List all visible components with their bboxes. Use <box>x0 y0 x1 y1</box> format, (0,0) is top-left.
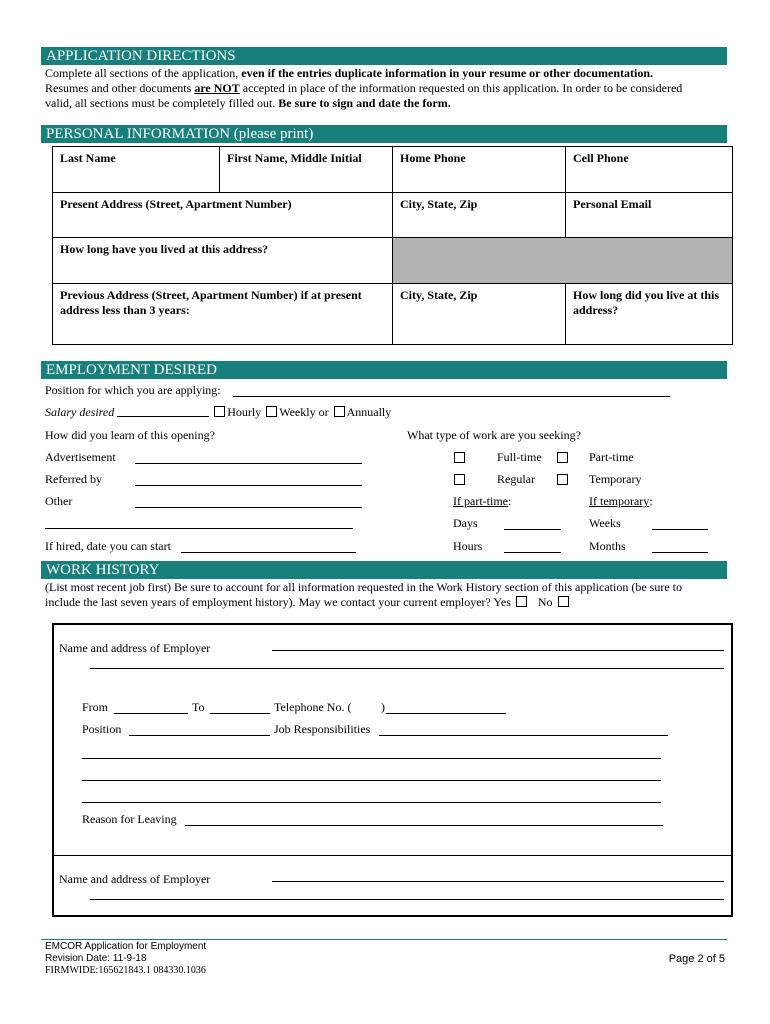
to-input-line[interactable] <box>210 713 270 714</box>
responsibilities-input-line[interactable] <box>379 735 668 736</box>
responsibilities-line-3[interactable] <box>82 780 661 781</box>
employer2-input-line[interactable] <box>272 881 724 882</box>
hired-date-input-line[interactable] <box>181 552 356 553</box>
last-name-field[interactable]: Last Name <box>52 146 220 193</box>
employer-input-line[interactable] <box>272 650 724 651</box>
telephone-input-line[interactable] <box>386 713 506 714</box>
part-time-checkbox[interactable] <box>557 452 568 463</box>
full-time-checkbox[interactable] <box>454 452 465 463</box>
section-header-directions: APPLICATION DIRECTIONS <box>41 47 727 65</box>
how-long-previous-field[interactable]: How long did you live at this address? <box>565 283 733 345</box>
regular-label: Regular <box>497 472 535 486</box>
weeks-input-line[interactable] <box>652 529 708 530</box>
annually-checkbox[interactable] <box>334 406 345 417</box>
salary-row: Salary desired Hourly Weekly or Annually <box>45 405 392 419</box>
how-long-field[interactable]: How long have you lived at this address? <box>52 237 393 284</box>
reason-input-line[interactable] <box>185 825 663 826</box>
hourly-checkbox[interactable] <box>214 406 225 417</box>
responsibilities-label: Job Responsibilities <box>274 722 371 736</box>
section-header-employment: EMPLOYMENT DESIRED <box>41 361 727 379</box>
regular-checkbox[interactable] <box>454 474 465 485</box>
advertisement-input-line[interactable] <box>135 463 362 464</box>
hours-label: Hours <box>453 539 483 553</box>
employer2-input-line-2[interactable] <box>90 899 724 900</box>
position-input-line-work[interactable] <box>129 735 270 736</box>
responsibilities-line-2[interactable] <box>82 758 661 759</box>
telephone-label: Telephone No. ( <box>274 700 352 714</box>
footer-form-name: EMCOR Application for Employment <box>45 941 207 952</box>
directions-line-1: Complete all sections of the application, even if the entries duplicate information in your resume or other documentation. <box>45 66 654 80</box>
employer-label-2: Name and address of Employer <box>59 872 211 886</box>
referred-input-line[interactable] <box>135 485 362 486</box>
directions-line-2: Resumes and other documents are NOT accepted in place of the information requested on this application. In order to be considered <box>45 81 683 95</box>
other-label: Other <box>45 494 73 508</box>
work-type-label: What type of work are you seeking? <box>407 428 581 442</box>
days-label: Days <box>453 516 478 530</box>
employer-label: Name and address of Employer <box>59 641 211 655</box>
contact-yes-checkbox[interactable] <box>516 596 527 607</box>
learn-label: How did you learn of this opening? <box>45 428 215 442</box>
months-input-line[interactable] <box>652 552 708 553</box>
weeks-label: Weeks <box>589 516 621 530</box>
weekly-checkbox[interactable] <box>266 406 277 417</box>
telephone-paren: ) <box>381 700 385 714</box>
months-label: Months <box>589 539 626 553</box>
footer-page-number: Page 2 of 5 <box>668 953 725 965</box>
directions-line-3: valid, all sections must be completely filled out. Be sure to sign and date the form. <box>45 96 451 110</box>
other-input-line[interactable] <box>135 507 362 508</box>
position-label: Position for which you are applying: <box>45 383 221 397</box>
home-phone-field[interactable]: Home Phone <box>392 146 566 193</box>
section-header-work-history: WORK HISTORY <box>41 561 727 579</box>
contact-no-checkbox[interactable] <box>558 596 569 607</box>
work-history-instructions-1: (List most recent job first) Be sure to account for all information requested in the Work History section of this application (be sure to <box>45 580 682 594</box>
position-label-work: Position <box>82 722 122 736</box>
temporary-label: Temporary <box>589 472 642 486</box>
employer-divider <box>53 855 732 856</box>
footer-rule <box>41 939 727 940</box>
full-time-label: Full-time <box>497 450 542 464</box>
first-name-field[interactable]: First Name, Middle Initial <box>219 146 393 193</box>
to-label: To <box>192 700 205 714</box>
other-extra-line[interactable] <box>45 528 353 529</box>
section-header-personal: PERSONAL INFORMATION (please print) <box>41 125 727 143</box>
previous-city-state-zip-field[interactable]: City, State, Zip <box>392 283 566 345</box>
hired-date-label: If hired, date you can start <box>45 539 171 553</box>
shaded-cell <box>392 237 733 284</box>
present-address-field[interactable]: Present Address (Street, Apartment Number) <box>52 192 393 238</box>
referred-label: Referred by <box>45 472 102 486</box>
days-input-line[interactable] <box>504 529 561 530</box>
reason-label: Reason for Leaving <box>82 812 177 826</box>
responsibilities-line-4[interactable] <box>82 802 661 803</box>
employer-input-line-2[interactable] <box>90 668 724 669</box>
salary-input-line[interactable] <box>117 405 209 417</box>
footer-firmwide: FIRMWIDE:165621843.1 084330.1036 <box>45 965 206 976</box>
if-temporary-label: If temporary: <box>589 494 653 508</box>
position-input-line[interactable] <box>233 396 670 397</box>
city-state-zip-field[interactable]: City, State, Zip <box>392 192 566 238</box>
work-history-instructions-2: include the last seven years of employment history). May we contact your current employer? Yes No <box>45 595 571 609</box>
previous-address-field[interactable]: Previous Address (Street, Apartment Number) if at present address less than 3 years: <box>52 283 393 345</box>
footer-revision: Revision Date: 11-9-18 <box>45 953 147 964</box>
part-time-label: Part-time <box>589 450 634 464</box>
temporary-checkbox[interactable] <box>557 474 568 485</box>
if-part-time-label: If part-time: <box>453 494 512 508</box>
from-input-line[interactable] <box>114 713 188 714</box>
cell-phone-field[interactable]: Cell Phone <box>565 146 733 193</box>
salary-label: Salary desired <box>45 405 115 419</box>
personal-email-field[interactable]: Personal Email <box>565 192 733 238</box>
advertisement-label: Advertisement <box>45 450 116 464</box>
hours-input-line[interactable] <box>504 552 561 553</box>
from-label: From <box>82 700 109 714</box>
